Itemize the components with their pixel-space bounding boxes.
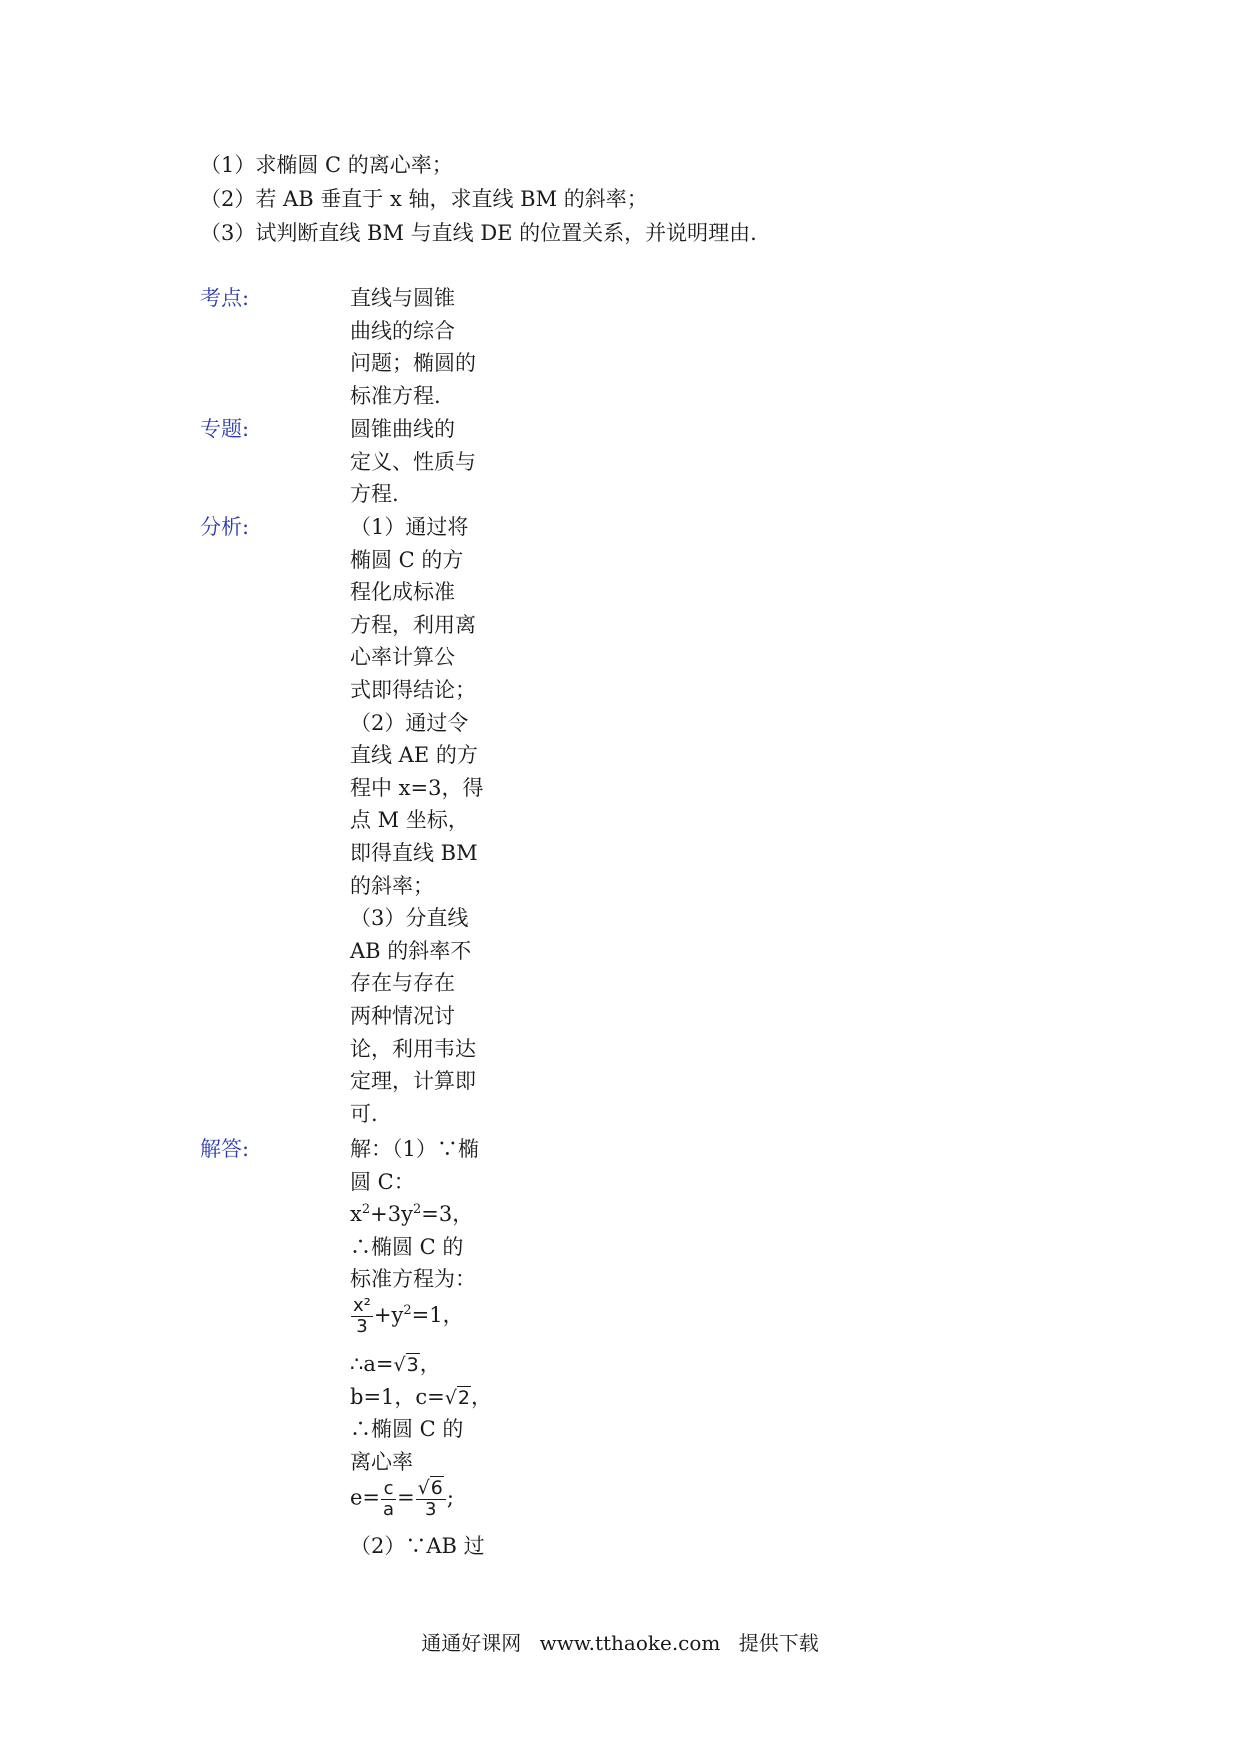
fenxi-line: （3）分直线 (350, 906, 469, 931)
fenxi-line: 定理，计算即 (350, 1069, 476, 1094)
ellipse-equation: $x^2+3y^2=3$， (350, 1202, 474, 1227)
footer-url: www.tthaoke.com (539, 1631, 721, 1655)
jieda-line-4: ∴椭圆 C 的 (350, 1234, 464, 1259)
kaodian-content (350, 282, 490, 412)
fenxi-content (350, 511, 490, 1130)
jieda-line-1: 解：（1）∵椭 (350, 1137, 479, 1161)
jieda-line-9: 离心率 (350, 1449, 413, 1474)
sqrt-3: √3 (393, 1353, 419, 1376)
zhuanti-line: 圆锥曲线的 (350, 417, 455, 441)
kaodian-line: 问题；椭圆的 (350, 351, 476, 376)
fenxi-line: 即得直线 BM (350, 840, 478, 865)
fenxi-line: AB 的斜率不 (350, 938, 472, 963)
jieda-line-8: ∴椭圆 C 的 (350, 1417, 464, 1442)
fenxi-line: 式即得结论； (350, 677, 476, 702)
fenxi-line: 可. (350, 1101, 378, 1126)
fenxi-line: 椭圆 C 的方 (350, 547, 464, 572)
zhuanti-content (350, 413, 490, 511)
fenxi-line: 两种情况讨 (350, 1003, 455, 1028)
fenxi-line: 心率计算公 (350, 645, 455, 670)
fenxi-line: 直线 AE 的方 (350, 743, 478, 768)
fraction-x2-over-3: $\frac{\text{x²}}{3}$ (353, 1294, 371, 1337)
kaodian-line: 曲线的综合 (350, 318, 455, 343)
value-b-c: b=1，c=√2， (350, 1384, 492, 1409)
question-2: （2）若 AB 垂直于 x 轴，求直线 BM 的斜率； (200, 187, 648, 211)
footer (0, 1627, 1240, 1656)
question-3: （3）试判断直线 BM 与直线 DE 的位置关系，并说明理由. (200, 221, 757, 245)
kaodian-line: 直线与圆锥 (350, 286, 455, 310)
zhuanti-label: 专题: (200, 417, 250, 441)
fenxi-line: （1）通过将 (350, 515, 469, 539)
value-a: ∴a=√3， (350, 1351, 441, 1376)
jieda-label: 解答: (200, 1137, 250, 1161)
fenxi-line: （2）通过令 (350, 710, 469, 735)
zhuanti-line: 方程. (350, 482, 399, 507)
fenxi-line: 点 M 坐标， (350, 808, 469, 833)
fenxi-line: 程化成标准 (350, 580, 455, 605)
jieda-line-5: 标准方程为： (350, 1267, 476, 1292)
fenxi-line: 程中 x=3，得 (350, 775, 484, 800)
sqrt-2: √2 (444, 1386, 470, 1409)
footer-note: 提供下载 (738, 1631, 819, 1655)
fenxi-line: 的斜率； (350, 873, 434, 898)
fraction-sqrt6-over-3: $\frac{√6}{3}$ (416, 1478, 446, 1520)
question-1: （1）求椭圆 C 的离心率； (200, 153, 453, 177)
fenxi-label: 分析: (200, 515, 250, 539)
kaodian-label: 考点: (200, 286, 250, 310)
jieda-content (350, 1133, 490, 1563)
kaodian-line: 标准方程. (350, 383, 441, 408)
fenxi-line: 论，利用韦达 (350, 1036, 476, 1061)
standard-equation: $\frac{\text{x²}}{3}$ $+y^2=1$， (353, 1294, 464, 1337)
fenxi-line: 存在与存在 (350, 971, 455, 996)
fraction-c-over-a: $\frac{c}{a}$ (383, 1477, 395, 1520)
eccentricity-equation: e= $\frac{c}{a}$ = $\frac{√6}{3}$ ; (350, 1477, 454, 1521)
jieda-line-11: （2）∵AB 过 (350, 1534, 485, 1559)
zhuanti-line: 定义、性质与 (350, 449, 476, 474)
fenxi-line: 方程，利用离 (350, 612, 476, 637)
footer-site: 通通好课网 (421, 1631, 522, 1655)
jieda-line-2: 圆 C： (350, 1169, 415, 1194)
